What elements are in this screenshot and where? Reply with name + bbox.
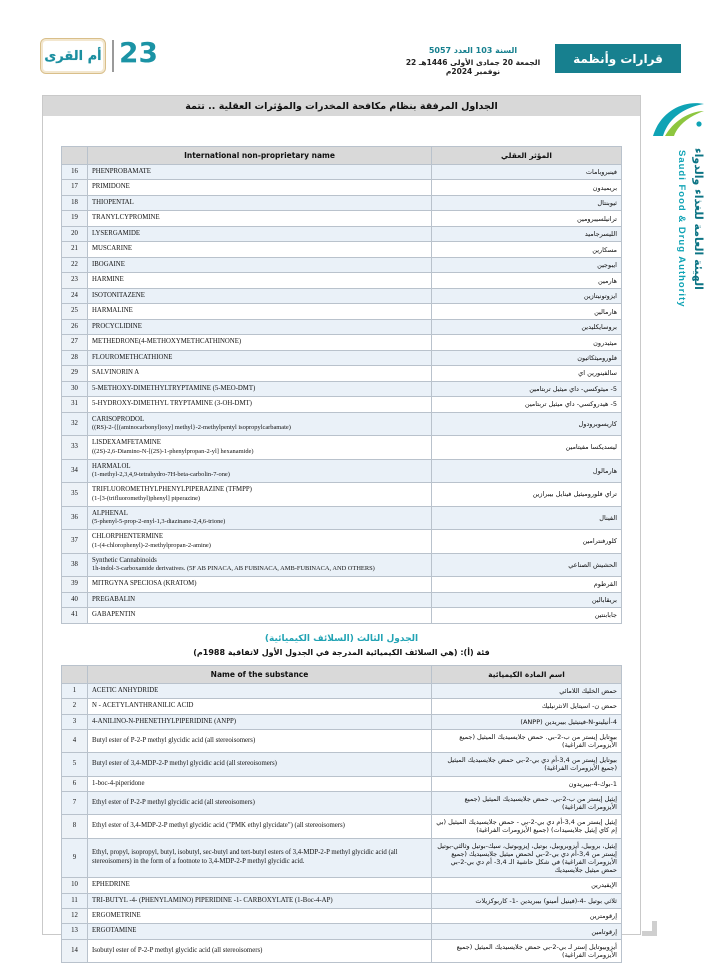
table-row: [62, 730, 622, 753]
table-row: [62, 304, 622, 319]
substance-name-line: MITRGYNA SPECIOSA (KRATOM): [92, 580, 197, 588]
substance-name-en: [88, 180, 432, 195]
substance-name-en: [88, 592, 432, 607]
issue-number: السنة 103 العدد 5057: [428, 46, 518, 55]
row-number: 16: [62, 165, 88, 180]
table-row: [62, 459, 622, 482]
table1-header-row: [62, 147, 622, 165]
table1-corner-cell: [62, 147, 88, 165]
substance-name-en: [88, 335, 432, 350]
substance-name-ar: القرطوم: [432, 577, 622, 592]
substance-name-line: 4-ANILINO-N-PHENETHYLPIPERIDINE (ANPP): [92, 717, 237, 725]
substance-name-en: [88, 699, 432, 714]
substance-name-en: [88, 195, 432, 210]
table2-corner-cell: [62, 665, 88, 683]
table-row: [62, 273, 622, 288]
substance-name-ar: ايزوتونيتازين: [432, 288, 622, 303]
substance-name-en: [88, 506, 432, 529]
substance-name-ar: 5- هيدروكسي- داي ميثيل تربتامين: [432, 397, 622, 412]
substance-name-line: FLOUROMETHCATHIONE: [92, 353, 173, 361]
substance-name-ar: جابابنتين: [432, 608, 622, 623]
substance-name-en: [88, 459, 432, 482]
substance-name-line: Ethyl ester of 3,4-MDP-2-P methyl glycidic acid ("PMK ethyl glycidate") (all stereoisomers): [92, 822, 345, 830]
substance-name-line: PHENPROBAMATE: [92, 168, 151, 175]
substance-name-en: [88, 753, 432, 776]
substance-name-ar: هارمالول: [432, 459, 622, 482]
substance-name-ar: ليسديكسا مفيتامين: [432, 436, 622, 459]
substance-name-ar: بريقابالين: [432, 592, 622, 607]
substance-name-line: LISDEXAMFETAMINE: [92, 439, 161, 447]
substance-name-ar: تراي فلوروميثيل فينايل بيبرازين: [432, 483, 622, 506]
sfda-branding: [645, 98, 711, 343]
row-number: 7: [62, 792, 88, 815]
row-number: 17: [62, 180, 88, 195]
substance-name-line: 5-METHOXY-DIMETHYLTRYPTAMINE (5-MEO-DMT): [92, 384, 256, 392]
row-number: 11: [62, 893, 88, 908]
substance-name-line: Butyl ester of P-2-P methyl glycidic acid (all stereoisomers): [92, 736, 256, 744]
table-row: [62, 792, 622, 815]
sfda-name-english: Saudi Food & Drug Authority: [676, 150, 687, 308]
table-row: [62, 180, 622, 195]
substance-name-en: [88, 893, 432, 908]
substance-name-en: [88, 304, 432, 319]
table-row: [62, 412, 622, 435]
substance-name-line: TRANYLCYPROMINE: [92, 214, 160, 222]
table-row: [62, 226, 622, 241]
substance-name-line: 5-HYDROXY-DIMETHYL TRYPTAMINE (3-OH-DMT): [92, 400, 252, 408]
table-row: [62, 683, 622, 698]
row-number: 38: [62, 553, 88, 576]
page-corner-mark: [642, 921, 657, 936]
table-row: [62, 909, 622, 924]
content-box: [42, 95, 641, 960]
issue-info-block: [398, 46, 548, 76]
substance-name-line: HARMALINE: [92, 307, 133, 315]
row-number: 9: [62, 838, 88, 878]
substance-name-line: PROCYCLIDINE: [92, 322, 142, 330]
substance-name-ar: إرقوتامين: [432, 924, 622, 939]
row-number: 14: [62, 939, 88, 962]
header-divider: [112, 40, 114, 72]
substance-name-ar: هارمالين: [432, 304, 622, 319]
table-row: [62, 815, 622, 838]
table-row: [62, 577, 622, 592]
table-row: [62, 242, 622, 257]
substance-formula-line: (1-[3-(trifluoromethyl)phenyl] piperazine): [92, 494, 201, 502]
substance-name-line: Ethyl ester of P-2-P methyl glycidic acid (all stereoisomers): [92, 798, 255, 806]
substance-name-line: HARMINE: [92, 276, 124, 284]
table-row: [62, 838, 622, 878]
table-row: [62, 165, 622, 180]
row-number: 18: [62, 195, 88, 210]
table-row: [62, 366, 622, 381]
substance-name-en: [88, 683, 432, 698]
substance-name-line: CHLORPHENTERMINE: [92, 533, 163, 541]
substance-name-ar: إيثيل إيستر من 3,4-أم دي بي-2-بي - حمض جلايسيديك الميثيل (بي إم كاي إيثيل جلايسيدات) (جميع الأيزومرات الفراغية): [432, 815, 622, 838]
substance-name-en: [88, 878, 432, 893]
substance-name-ar: بيوتايل إيستر من 3,4-أم دي بي-2-بي حمض جلايسيديك الميثيل (جميع الأيزومرات الفراغية): [432, 753, 622, 776]
substance-name-line: SALVINORIN A: [92, 369, 140, 377]
substance-name-ar: الليسرجاميد: [432, 226, 622, 241]
substance-name-en: [88, 165, 432, 180]
row-number: 22: [62, 257, 88, 272]
substance-name-en: [88, 909, 432, 924]
substance-name-en: [88, 838, 432, 878]
substance-name-ar: بريميدون: [432, 180, 622, 195]
substance-name-ar: 5- ميثوكسي- داي ميثيل تربتامين: [432, 381, 622, 396]
page-number: 23: [119, 36, 158, 69]
row-number: 40: [62, 592, 88, 607]
table-row: [62, 776, 622, 791]
substance-name-ar: الإيفيدرين: [432, 878, 622, 893]
row-number: 10: [62, 878, 88, 893]
substance-name-en: [88, 553, 432, 576]
sfda-name-arabic: الهيئة العامة للغذاء والدواء: [692, 148, 705, 290]
row-number: 37: [62, 530, 88, 553]
substance-name-ar: فينبروبامات: [432, 165, 622, 180]
substance-name-line: CARISOPRODOL: [92, 415, 145, 423]
substance-name-ar: ثيوبنتال: [432, 195, 622, 210]
substance-name-ar: ايبوجين: [432, 257, 622, 272]
row-number: 8: [62, 815, 88, 838]
row-number: 3: [62, 714, 88, 729]
table2-header-en: Name of the substance: [88, 665, 432, 683]
substance-name-en: [88, 226, 432, 241]
table-row: [62, 319, 622, 334]
row-number: 21: [62, 242, 88, 257]
substance-name-en: [88, 730, 432, 753]
substance-name-en: [88, 608, 432, 623]
substance-formula-line: (1-(4-chlorophenyl)-2-methylpropan-2-amine): [92, 541, 211, 549]
row-number: 1: [62, 683, 88, 698]
table-row: [62, 257, 622, 272]
row-number: 4: [62, 730, 88, 753]
substance-name-ar: 4-أنيلينو-N-فينيثيل بيبريدين (ANPP): [432, 714, 622, 729]
row-number: 2: [62, 699, 88, 714]
substance-name-en: [88, 792, 432, 815]
table-row: [62, 939, 622, 962]
row-number: 19: [62, 211, 88, 226]
table-row: [62, 350, 622, 365]
row-number: 26: [62, 319, 88, 334]
substance-name-line: Ethyl, propyl, isopropyl, butyl, isobutyl, sec-butyl and tert-butyl esters of 3,4-MDP-2-P methyl glycidic acid (all stereoisomers) in the form of a footnote to 3,4-MDP-2-P methyl glycidic acid.: [92, 849, 398, 865]
row-number: 23: [62, 273, 88, 288]
issue-date: الجمعة 20 جمادى الأولى 1446هـ 22 نوفمبر 2024م: [405, 58, 541, 76]
row-number: 5: [62, 753, 88, 776]
substance-name-ar: بيوتايل إيستر من ب-2-بي. حمض جلايسيديك الميثيل (جميع الأيزومرات الفراغية): [432, 730, 622, 753]
substance-name-line: TRI-BUTYL -4- (PHENYLAMINO) PIPERIDINE -1- CARBOXYLATE (1-Boc-4-AP): [92, 896, 333, 904]
substance-name-en: [88, 436, 432, 459]
substance-name-line: PREGABALIN: [92, 595, 136, 603]
substance-formula-line: 1h-indol-3-carboxamide derivatives. (5F AB PINACA, AB FUBINACA, AMB-FUBINACA, AND OTHERS): [92, 565, 375, 573]
substance-name-en: [88, 577, 432, 592]
substance-name-en: [88, 288, 432, 303]
table-row: [62, 335, 622, 350]
substance-name-ar: إرقومترين: [432, 909, 622, 924]
substance-name-line: 1-boc-4-piperidone: [92, 779, 145, 787]
substance-name-en: [88, 257, 432, 272]
substance-name-ar: حمض الخليك اللامائي: [432, 683, 622, 698]
chemical-precursors-table: [61, 665, 622, 964]
substance-formula-line: (5-phenyl-5-prop-2-enyl-1,3-diazinane-2,4,6-trione): [92, 518, 226, 526]
substance-name-en: [88, 350, 432, 365]
substance-name-ar: إيثيل، بروبيل، أيزوبروبيل، بوتيل، إيزوبوتيل، سيك-بوتيل وثالثي-بوتيل إيستر من 3,4-أم دي بي-2-بي لحمض ميثيل جلايسيديك (جميع الأيزومرات الفراغية) في شكل حاشية الـ 3,4- أم دي بي-2-بي حمض ميثيل جلايسيديك: [432, 838, 622, 878]
substance-name-ar: بروسايكليدين: [432, 319, 622, 334]
substance-name-ar: ثلاثي بوتيل -4-(فينيل أمينو) بيبريدين -1- كاربوكزيلات: [432, 893, 622, 908]
section-badge: قرارات وأنظمة: [555, 44, 681, 73]
row-number: 25: [62, 304, 88, 319]
table-row: [62, 506, 622, 529]
table-row: [62, 714, 622, 729]
substance-name-line: ISOTONITAZENE: [92, 291, 145, 299]
table-row: [62, 397, 622, 412]
table-row: [62, 211, 622, 226]
row-number: 32: [62, 412, 88, 435]
document-title: الجداول المرفقة بنظام مكافحة المخدرات والمؤثرات العقلية .. تتمة: [43, 96, 640, 116]
substance-name-en: [88, 319, 432, 334]
substance-name-line: ERGOTAMINE: [92, 927, 137, 935]
table1-header-en: International non-proprietary name: [88, 147, 432, 165]
substance-formula-line: ((2S)-2,6-Diamino-N-[(2S)-1-phenylpropan-2-yl] hexanamide): [92, 447, 254, 455]
substance-name-en: [88, 366, 432, 381]
substance-name-line: Synthetic Cannabinoids: [92, 556, 157, 564]
substance-name-en: [88, 924, 432, 939]
substance-name-line: N - ACETYLANTHRANILIC ACID: [92, 702, 194, 710]
table-row: [62, 753, 622, 776]
table-row: [62, 288, 622, 303]
substance-name-ar: ترانيلسيبرومين: [432, 211, 622, 226]
substance-name-line: EPHEDRINE: [92, 881, 130, 889]
gazette-name: أم القرى: [44, 48, 102, 64]
substance-name-en: [88, 939, 432, 962]
substance-name-line: THIOPENTAL: [92, 198, 134, 206]
substance-name-line: PRIMIDONE: [92, 183, 130, 191]
substance-name-line: GABAPENTIN: [92, 611, 136, 619]
table-row: [62, 878, 622, 893]
table-row: [62, 699, 622, 714]
sfda-logo-icon: [647, 98, 707, 140]
substance-name-en: [88, 714, 432, 729]
row-number: 31: [62, 397, 88, 412]
substance-formula-line: ((RS)-2-{[(aminocarbonyl)oxy] methyl}-2-methylpentyl isopropylcarbamate): [92, 424, 291, 432]
row-number: 27: [62, 335, 88, 350]
row-number: 12: [62, 909, 88, 924]
substance-name-ar: حمض ن- اسيتايل الانثرنيليك: [432, 699, 622, 714]
row-number: 24: [62, 288, 88, 303]
schedule3-category-subtitle: فئة (أ): (هي السلائف الكيميائية المدرجة في الجدول الأول لاتفاقية 1988م): [193, 647, 490, 657]
row-number: 41: [62, 608, 88, 623]
substance-name-en: [88, 412, 432, 435]
row-number: 35: [62, 483, 88, 506]
row-number: 34: [62, 459, 88, 482]
substance-name-en: [88, 273, 432, 288]
substance-name-line: IBOGAINE: [92, 260, 125, 268]
row-number: 6: [62, 776, 88, 791]
row-number: 20: [62, 226, 88, 241]
substance-name-ar: كلورفنترامين: [432, 530, 622, 553]
substance-name-line: TRIFLUOROMETHYLPHENYLPIPERAZINE (TFMPP): [92, 486, 252, 494]
row-number: 36: [62, 506, 88, 529]
substance-name-ar: أيزوبيوتايل إستر لـ بي-2-بي حمض جلايسيديك الميثيل (جميع الأيزومرات الفراغية): [432, 939, 622, 962]
table1-header-ar: المؤثر العقلي: [432, 147, 622, 165]
substance-name-en: [88, 530, 432, 553]
table-row: [62, 530, 622, 553]
schedule3-title: الجدول الثالث (السلائف الكيميائية): [264, 633, 419, 644]
table2-header-row: [62, 665, 622, 683]
substance-name-line: Isobutyl ester of P-2-P methyl glycidic acid (all stereoisomers): [92, 946, 263, 954]
substance-name-ar: إيثيل إيستر من ب-2-بي. حمض جلايسيديك الميثيل (جميع الأيزومرات الفراغية): [432, 792, 622, 815]
table-row: [62, 483, 622, 506]
substance-name-line: ALPHENAL: [92, 509, 128, 517]
table2-header-ar: اسم المادة الكيميائية: [432, 665, 622, 683]
substance-name-en: [88, 381, 432, 396]
substance-name-line: HARMALOL: [92, 462, 131, 470]
substance-name-line: Butyl ester of 3,4-MDP-2-P methyl glycidic acid (all stereoisomers): [92, 760, 277, 768]
table-row: [62, 893, 622, 908]
table-row: [62, 592, 622, 607]
row-number: 13: [62, 924, 88, 939]
substance-name-line: METHEDRONE(4-METHOXYMETHCATHINONE): [92, 338, 242, 346]
substance-name-en: [88, 211, 432, 226]
substance-name-en: [88, 242, 432, 257]
substance-name-ar: فلوروميثكاثيون: [432, 350, 622, 365]
substance-name-ar: سالفينورين اي: [432, 366, 622, 381]
row-number: 29: [62, 366, 88, 381]
substance-name-ar: 1-بوك-4-بيبريدون: [432, 776, 622, 791]
substance-name-en: [88, 815, 432, 838]
umm-alqura-gazette-logo: [40, 38, 106, 74]
substance-name-line: ACETIC ANHYDRIDE: [92, 686, 159, 694]
row-number: 33: [62, 436, 88, 459]
substance-name-line: LYSERGAMIDE: [92, 229, 141, 237]
psychotropics-table: [61, 146, 622, 624]
table-row: [62, 608, 622, 623]
substance-name-ar: مسكارين: [432, 242, 622, 257]
row-number: 30: [62, 381, 88, 396]
substance-formula-line: (1-methyl-2,3,4,9-tetrahydro-7H-beta-carbolin-7-one): [92, 471, 230, 479]
substance-name-en: [88, 776, 432, 791]
table-row: [62, 924, 622, 939]
substance-name-ar: الحشيش الصناعي: [432, 553, 622, 576]
table-row: [62, 195, 622, 210]
substance-name-ar: كاريسوبرودول: [432, 412, 622, 435]
row-number: 28: [62, 350, 88, 365]
substance-name-ar: الفينال: [432, 506, 622, 529]
table-row: [62, 436, 622, 459]
substance-name-en: [88, 397, 432, 412]
substance-name-line: ERGOMETRINE: [92, 912, 141, 919]
table-row: [62, 553, 622, 576]
substance-name-ar: هارمين: [432, 273, 622, 288]
substance-name-line: MUSCARINE: [92, 245, 133, 253]
substance-name-ar: ميثيدرون: [432, 335, 622, 350]
substance-name-en: [88, 483, 432, 506]
row-number: 39: [62, 577, 88, 592]
table-row: [62, 381, 622, 396]
